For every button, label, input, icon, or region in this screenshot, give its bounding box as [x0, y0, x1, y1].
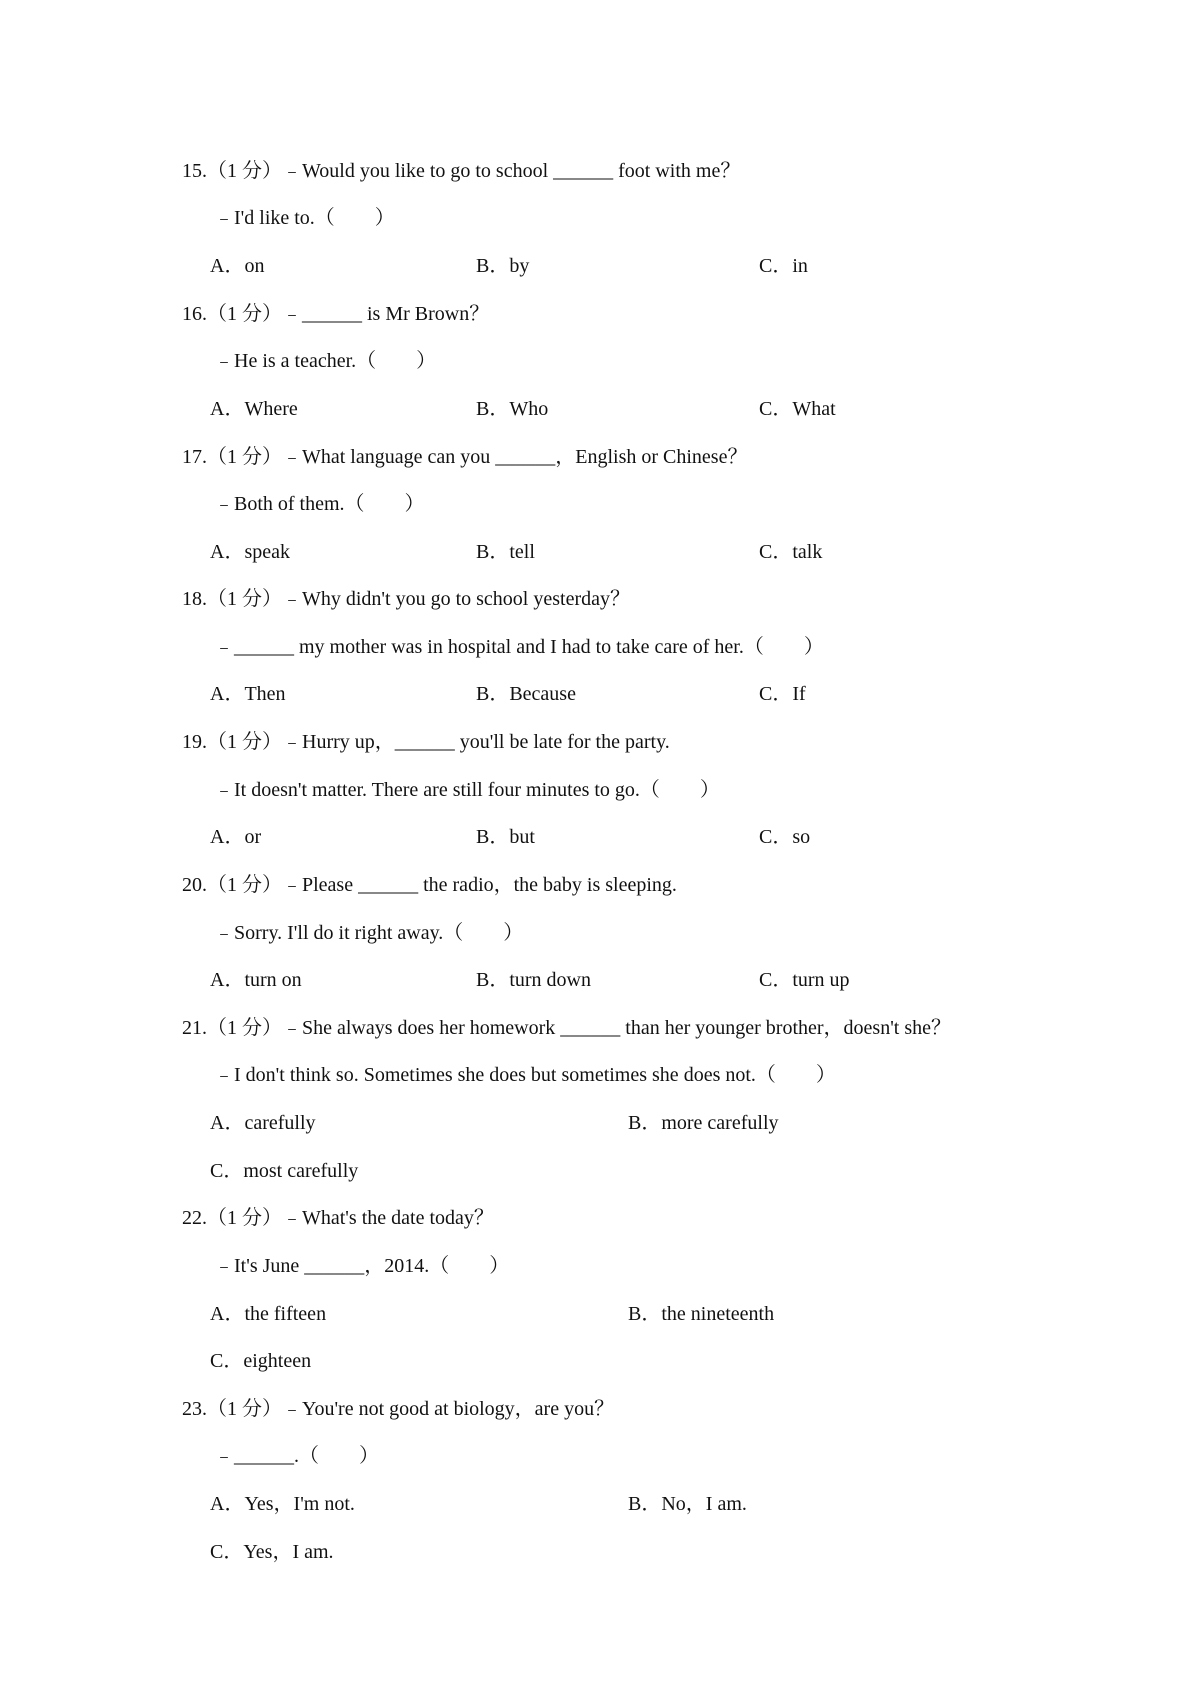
question-15-option-c: C．in [759, 255, 808, 277]
question-16-reply: ﹣He is a teacher.（ ） [214, 350, 437, 372]
question-19-reply: ﹣It doesn't matter. There are still four minutes to go.（ ） [214, 779, 720, 801]
question-15-option-a: A．on [210, 255, 265, 277]
question-16-option-a: A．Where [210, 398, 298, 420]
question-18-reply: ﹣______ my mother was in hospital and I had to take care of her.（ ） [214, 636, 824, 658]
question-19-option-b: B．but [476, 826, 535, 848]
question-19-stem: 19.（1 分）﹣Hurry up，______ you'll be late for the party. [182, 731, 670, 753]
question-17-option-b: B．tell [476, 541, 535, 563]
question-23-reply: ﹣______.（ ） [214, 1445, 379, 1467]
question-20-option-a: A．turn on [210, 969, 302, 991]
question-21-stem: 21.（1 分）﹣She always does her homework ______ than her younger brother，doesn't she？ [182, 1017, 952, 1039]
question-18-option-c: C．If [759, 683, 806, 705]
question-22-option-b: B．the nineteenth [628, 1303, 775, 1325]
question-19-option-c: C．so [759, 826, 811, 848]
question-20-option-c: C．turn up [759, 969, 850, 991]
question-23-option-a: A．Yes，I'm not. [210, 1493, 355, 1515]
question-21-reply: ﹣I don't think so. Sometimes she does but sometimes she does not.（ ） [214, 1064, 836, 1086]
question-17-stem: 17.（1 分）﹣What language can you ______，English or Chinese？ [182, 446, 748, 468]
question-15-option-b: B．by [476, 255, 530, 277]
question-16-stem: 16.（1 分）﹣______ is Mr Brown？ [182, 303, 490, 325]
question-22-stem: 22.（1 分）﹣What's the date today？ [182, 1207, 494, 1229]
question-22-option-a: A．the fifteen [210, 1303, 327, 1325]
question-21-option-b: B．more carefully [628, 1112, 779, 1134]
question-17-option-a: A．speak [210, 541, 290, 563]
question-15-stem: 15.（1 分）﹣Would you like to go to school ______ foot with me？ [182, 160, 741, 182]
question-16-option-c: C．What [759, 398, 836, 420]
question-20-stem: 20.（1 分）﹣Please ______ the radio，the baby is sleeping. [182, 874, 677, 896]
question-21-option-a: A．carefully [210, 1112, 316, 1134]
question-19-option-a: A．or [210, 826, 262, 848]
question-18-option-a: A．Then [210, 683, 286, 705]
question-16-option-b: B．Who [476, 398, 549, 420]
question-20-option-b: B．turn down [476, 969, 591, 991]
question-17-option-c: C．talk [759, 541, 823, 563]
question-21-option-c: C．most carefully [210, 1160, 359, 1182]
question-22-reply: ﹣It's June ______，2014.（ ） [214, 1255, 510, 1277]
question-17-reply: ﹣Both of them.（ ） [214, 493, 425, 515]
question-20-reply: ﹣Sorry. I'll do it right away.（ ） [214, 922, 524, 944]
question-23-option-b: B．No，I am. [628, 1493, 747, 1515]
question-22-option-c: C．eighteen [210, 1350, 312, 1372]
question-23-option-c: C．Yes，I am. [210, 1541, 334, 1563]
question-18-stem: 18.（1 分）﹣Why didn't you go to school yesterday？ [182, 588, 630, 610]
question-18-option-b: B．Because [476, 683, 576, 705]
question-15-reply: ﹣I'd like to.（ ） [214, 207, 395, 229]
question-23-stem: 23.（1 分）﹣You're not good at biology，are you？ [182, 1398, 615, 1420]
